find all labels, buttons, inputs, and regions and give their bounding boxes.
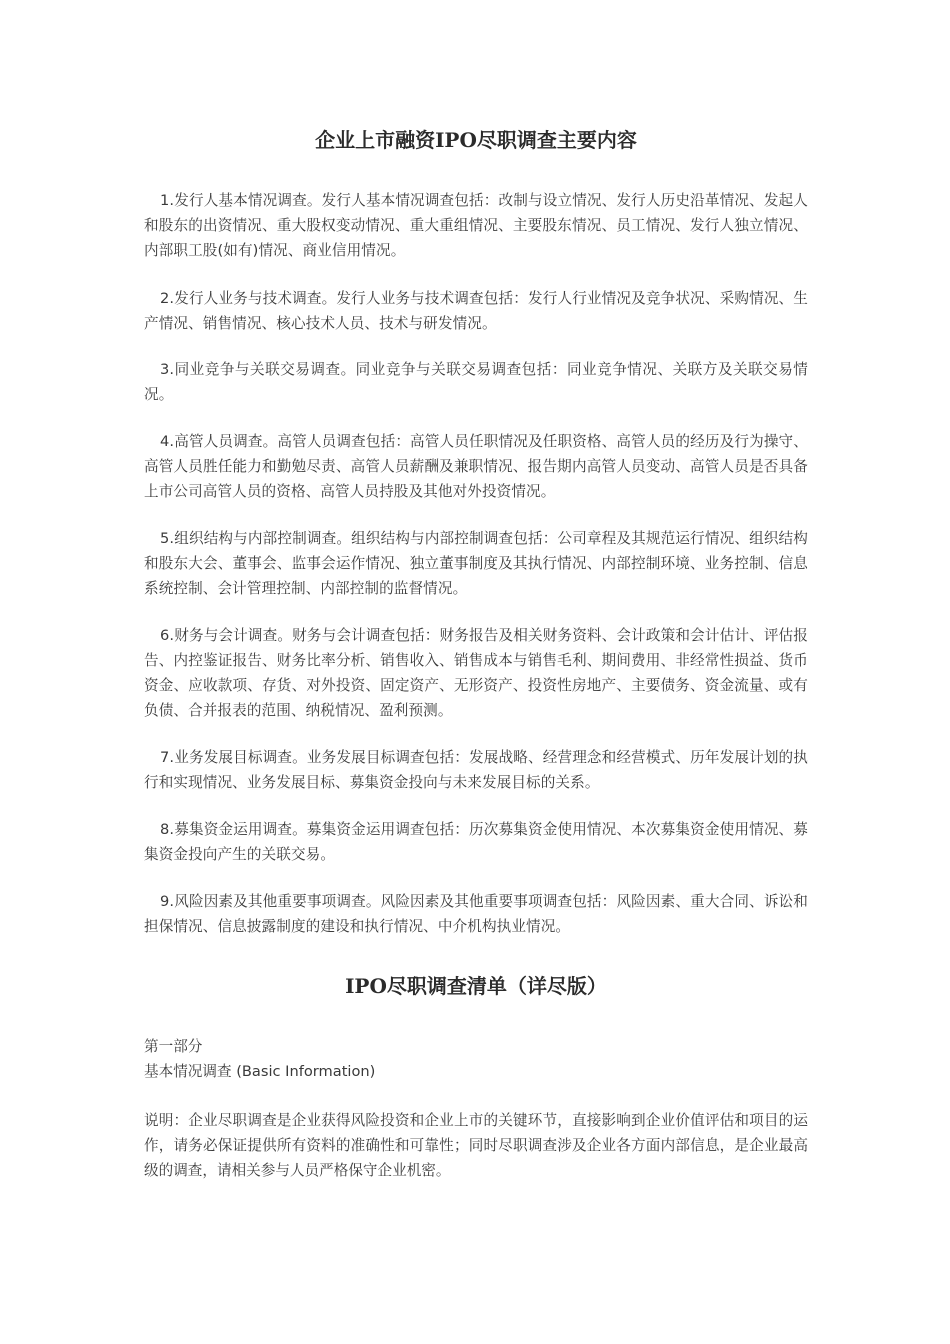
paragraph-senior-management: 4.高管人员调查。高管人员调查包括：高管人员任职情况及任职资格、高管人员的经历及行为操守、高管人员胜任能力和勤勉尽责、高管人员薪酬及兼职情况、报告期内高管人员变动、高管人员是否具备上市公司高管人员的资格、高管人员持股及其他对外投资情况。 (144, 433, 808, 500)
paragraph-business-goals: 7.业务发展目标调查。业务发展目标调查包括：发展战略、经营理念和经营模式、历年发展计划的执行和实现情况、业务发展目标、募集资金投向与未来发展目标的关系。 (144, 749, 808, 791)
checklist-title: IPO尽职调查清单（详尽版） (345, 974, 607, 998)
paragraph-competition-related-transactions: 3.同业竞争与关联交易调查。同业竞争与关联交易调查包括：同业竞争情况、关联方及关联交易情况。 (144, 361, 808, 403)
paragraph-organization-internal-control: 5.组织结构与内部控制调查。组织结构与内部控制调查包括：公司章程及其规范运行情况、组织结构和股东大会、董事会、监事会运作情况、独立董事制度及其执行情况、内部控制环境、业务控制、信息系统控制、会计管理控制、内部控制的监督情况。 (144, 530, 808, 597)
paragraph-finance-accounting: 6.财务与会计调查。财务与会计调查包括：财务报告及相关财务资料、会计政策和会计估计、评估报告、内控鉴证报告、财务比率分析、销售收入、销售成本与销售毛利、期间费用、非经常性损益、货币资金、应收款项、存货、对外投资、固定资产、无形资产、投资性房地产、主要债务、资金流量、或有负债、合并报表的范围、纳税情况、盈利预测。 (144, 627, 808, 719)
paragraph-issuer-basic-info: 1.发行人基本情况调查。发行人基本情况调查包括：改制与设立情况、发行人历史沿革情况、发起人和股东的出资情况、重大股权变动情况、重大重组情况、主要股东情况、员工情况、发行人独立情况、内部职工股(如有)情况、商业信用情况。 (144, 192, 808, 259)
part-title: 基本情况调查 (Basic Information) (144, 1063, 376, 1080)
document-title: 企业上市融资IPO尽职调查主要内容 (315, 128, 637, 152)
checklist-note: 说明：企业尽职调查是企业获得风险投资和企业上市的关键环节，直接影响到企业价值评估和项目的运作，请务必保证提供所有资料的准确性和可靠性；同时尽职调查涉及企业各方面内部信息，是企业最高级的调查，请相关参与人员严格保守企业机密。 (144, 1112, 808, 1179)
part-label: 第一部分 (144, 1038, 203, 1055)
paragraph-fund-usage: 8.募集资金运用调查。募集资金运用调查包括：历次募集资金使用情况、本次募集资金使用情况、募集资金投向产生的关联交易。 (144, 821, 808, 863)
paragraph-risk-factors: 9.风险因素及其他重要事项调查。风险因素及其他重要事项调查包括：风险因素、重大合同、诉讼和担保情况、信息披露制度的建设和执行情况、中介机构执业情况。 (144, 893, 808, 935)
paragraph-business-technology: 2.发行人业务与技术调查。发行人业务与技术调查包括：发行人行业情况及竞争状况、采购情况、生产情况、销售情况、核心技术人员、技术与研发情况。 (144, 290, 808, 332)
